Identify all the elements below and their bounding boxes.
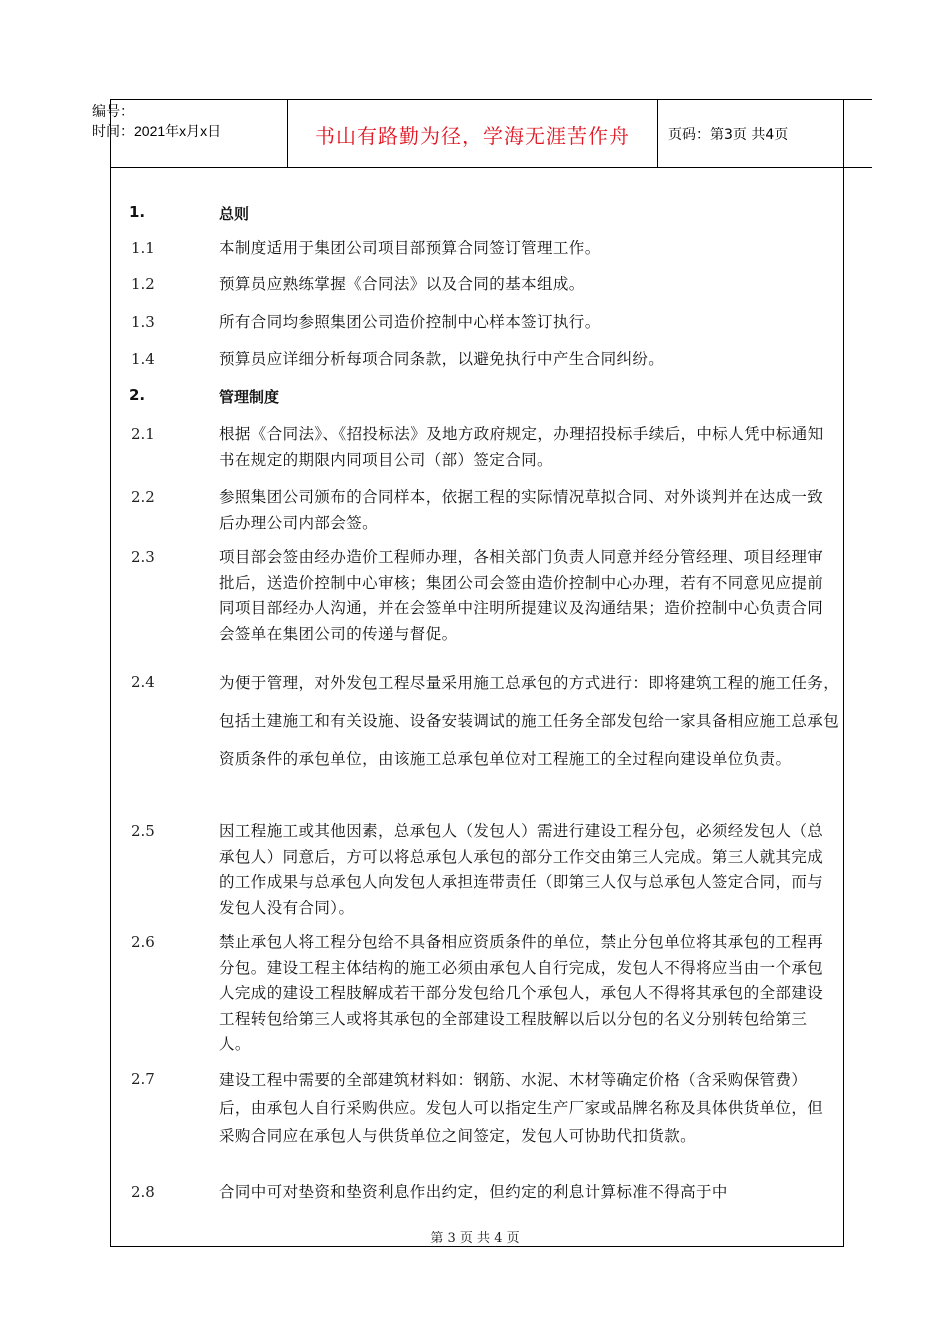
clause-number: 2.3: [131, 548, 155, 566]
clause-number: 2.6: [131, 933, 155, 951]
frame-left-border: [110, 167, 111, 1247]
clause-number: 1.1: [131, 239, 155, 257]
header-top-rule: [110, 99, 872, 100]
clause-number: 2.8: [131, 1183, 155, 1201]
clause-text: 为便于管理，对外发包工程尽量采用施工总承包的方式进行：即将建筑工程的施工任务，包括土建施工和有关设施、设备安装调试的施工任务全部发包给一家具备相应施工总承包资质条件的承包单位，由该施工总承包单位对工程施工的全过程向建设单位负责。: [219, 674, 840, 768]
header-divider-motto-left: [287, 99, 288, 168]
clause-number: 2.2: [131, 488, 155, 506]
clause-text: 参照集团公司颁布的合同样本，依据工程的实际情况草拟合同、对外谈判并在达成一致后办理公司内部会签。: [219, 488, 824, 532]
clause-number: 2.7: [131, 1070, 155, 1088]
section-title: 管理制度: [219, 388, 280, 406]
header-time-label: 时间：2021年x月x日: [92, 123, 222, 139]
clause-text: 禁止承包人将工程分包给不具备相应资质条件的单位，禁止分包单位将其承包的工程再分包。建设工程主体结构的施工必须由承包人自行完成，发包人不得将应当由一个承包人完成的建设工程肢解成若干部分发包给几个承包人，承包人不得将其承包的全部建设工程转包给第三人或将其承包的全部建设工程肢解以后以分包的名义分别转包给第三人。: [219, 933, 824, 1053]
clause-text: 预算员应详细分析每项合同条款，以避免执行中产生合同纠纷。: [219, 350, 665, 368]
clause-text: 因工程施工或其他因素，总承包人（发包人）需进行建设工程分包，必须经发包人（总承包人）同意后，方可以将总承包人承包的部分工作交由第三人完成。第三人就其完成的工作成果与总承包人向发包人承担连带责任（即第三人仅与总承包人签定合同，而与发包人没有合同）。: [219, 822, 824, 917]
clause-number: 2.1: [131, 425, 155, 443]
section-number: 1.: [129, 203, 146, 221]
clause-text: 项目部会签由经办造价工程师办理，各相关部门负责人同意并经分管经理、项目经理审批后，送造价控制中心审核；集团公司会签由造价控制中心办理，若有不同意见应提前同项目部经办人沟通，并在会签单中注明所提建议及沟通结果；造价控制中心负责合同会签单在集团公司的传递与督促。: [219, 548, 824, 643]
header-code-label: 编号：: [92, 103, 134, 119]
clause-number: 1.2: [131, 275, 155, 293]
header-divider-right: [843, 99, 844, 168]
frame-bottom-border: [110, 1246, 844, 1247]
clause-number: 1.3: [131, 313, 155, 331]
clause-text: 建设工程中需要的全部建筑材料如：钢筋、水泥、木材等确定价格（含采购保管费）后，由承包人自行采购供应。发包人可以指定生产厂家或品牌名称及具体供货单位，但采购合同应在承包人与供货单位之间签定，发包人可协助代扣货款。: [219, 1071, 824, 1145]
clause-number: 2.4: [131, 673, 155, 691]
header-motto: 书山有路勤为径，学海无涯苦作舟: [315, 124, 630, 148]
clause-text: 根据《合同法》、《招投标法》及地方政府规定，办理招投标手续后，中标人凭中标通知书在规定的期限内同项目公司（部）签定合同。: [219, 425, 824, 469]
clause-text: 预算员应熟练掌握《合同法》以及合同的基本组成。: [219, 275, 585, 293]
page-footer: 第 3 页 共 4 页: [430, 1231, 520, 1246]
header-divider-motto-right: [657, 99, 658, 168]
clause-text: 本制度适用于集团公司项目部预算合同签订管理工作。: [219, 239, 601, 257]
clause-number: 2.5: [131, 822, 155, 840]
header-bottom-rule: [110, 167, 872, 168]
section-title: 总则: [219, 205, 250, 223]
clause-text: 所有合同均参照集团公司造价控制中心样本签订执行。: [219, 313, 601, 331]
clause-text: 合同中可对垫资和垫资利息作出约定，但约定的利息计算标准不得高于中: [219, 1183, 728, 1201]
clause-number: 1.4: [131, 350, 155, 368]
section-number: 2.: [129, 386, 146, 404]
header-meta: [92, 101, 221, 141]
header-page-info: 页码：第3页 共4页: [668, 127, 789, 143]
